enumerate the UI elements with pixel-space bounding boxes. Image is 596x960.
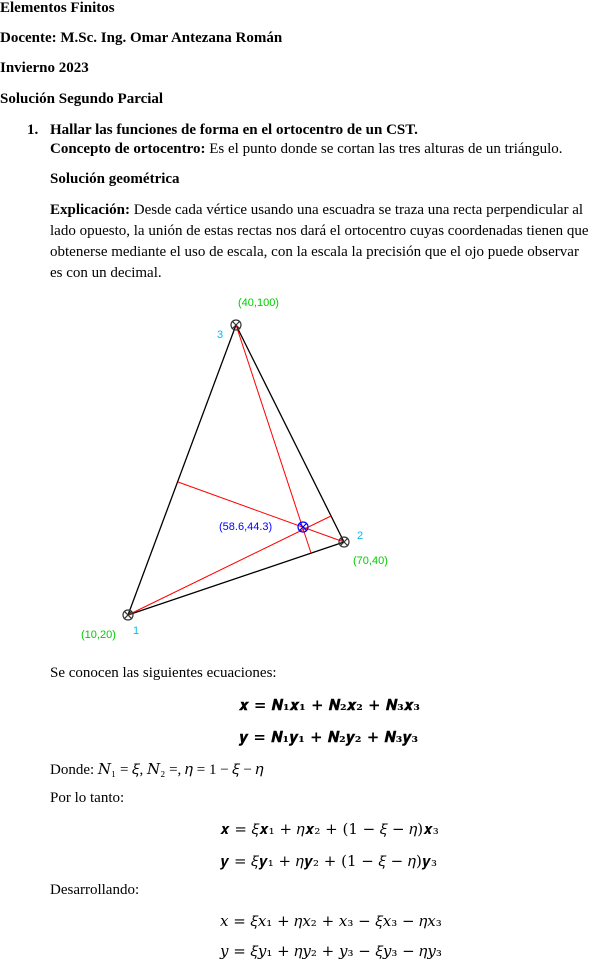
side-1-2 [128, 542, 344, 615]
concept-text: Es el punto donde se cortan las tres alturas de un triángulo. [205, 141, 563, 157]
equation-y-shape: 𝒚 = 𝑵₁𝒚₁ + 𝑵₂𝒚₂ + 𝑵₃𝒚₃ [239, 728, 419, 746]
por-lo-tanto: Por lo tanto: [50, 790, 125, 806]
term-line: Invierno 2023 [0, 60, 89, 76]
teacher-line: Docente: M.Sc. Ing. Omar Antezana Román [0, 30, 283, 46]
node-1-label: 1 [133, 625, 140, 637]
orthocenter-coord: (58.6,44.3) [219, 521, 273, 533]
equations-intro: Se conocen las siguientes ecuaciones: [50, 665, 277, 681]
section-title: Solución geométrica [50, 171, 180, 187]
exam-title: Solución Segundo Parcial [0, 91, 164, 107]
explanation-text: Desde cada vértice usando una escuadra se traza una recta perpendicular al lado opuesto, la unión de estas rectas nos dará el ortocentro cuyas coordenadas tienen que obtenerse mediante el uso de escala, con la escala la precisión que el ojo puede observar es con un decimal. [50, 202, 589, 281]
node-2-marker [339, 537, 349, 547]
orthocenter-marker [298, 522, 308, 532]
problem-number: 1. [27, 122, 39, 138]
node-2-label: 2 [357, 530, 364, 542]
donde-line: Donde: 𝑁₁ = 𝜉, 𝑁₂ =, 𝜂 = 1 − 𝜉 − 𝜂 [50, 762, 264, 778]
explanation-label: Explicación: [50, 202, 131, 218]
concept-label: Concepto de ortocentro: [50, 141, 206, 157]
course-title: Elementos Finitos [0, 0, 115, 16]
node-3-marker [231, 320, 241, 330]
node-1-coord: (10,20) [81, 629, 116, 641]
node-3-label: 3 [217, 329, 224, 341]
node-3-coord: (40,100) [238, 297, 279, 309]
equation-x-natural: 𝒙 = 𝜉𝒙₁ + 𝜂𝒙₂ + (1 − 𝜉 − 𝜂)𝒙₃ [220, 820, 439, 838]
equation-x-expanded: 𝑥 = 𝜉𝑥₁ + 𝜂𝑥₂ + 𝑥₃ − 𝜉𝑥₃ − 𝜂𝑥₃ [220, 912, 442, 930]
equation-y-natural: 𝒚 = 𝜉𝒚₁ + 𝜂𝒚₂ + (1 − 𝜉 − 𝜂)𝒚₃ [220, 852, 438, 870]
side-3-1 [128, 325, 236, 615]
desarrollando: Desarrollando: [50, 882, 140, 898]
node-1-marker [123, 610, 133, 620]
node-2-coord: (70,40) [353, 555, 388, 567]
side-2-3 [236, 325, 344, 542]
problem-statement: Hallar las funciones de forma en el ortocentro de un CST. [50, 122, 418, 138]
altitude-from-3 [236, 325, 311, 553]
equation-y-expanded: 𝑦 = 𝜉𝑦₁ + 𝜂𝑦₂ + 𝑦₃ − 𝜉𝑦₃ − 𝜂𝑦₃ [220, 942, 442, 960]
equation-x-shape: 𝒙 = 𝑵₁𝒙₁ + 𝑵₂𝒙₂ + 𝑵₃𝒙₃ [239, 696, 420, 714]
